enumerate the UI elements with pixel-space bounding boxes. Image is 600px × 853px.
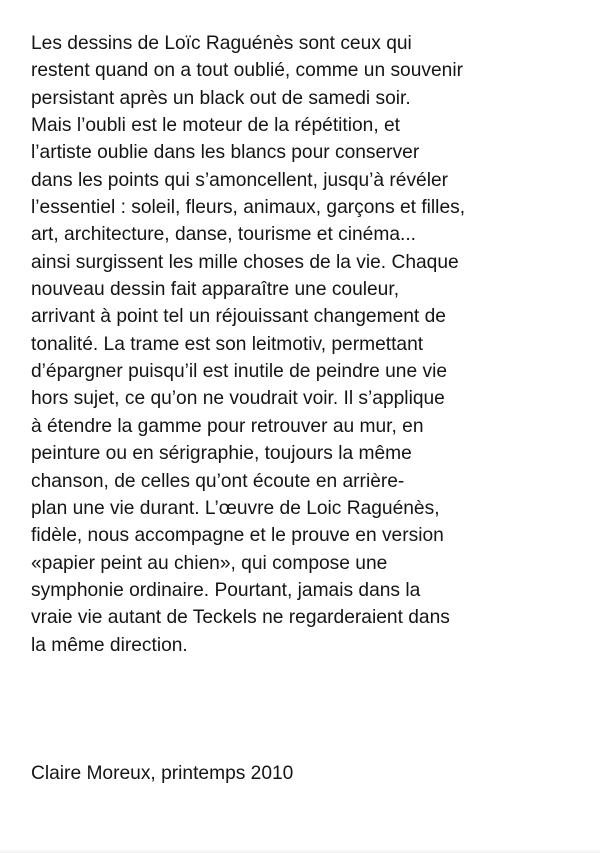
text-line: art, architecture, danse, tourisme et cinéma... [31,224,416,246]
text-line: restent quand on a tout oublié, comme un souvenir [31,60,463,82]
text-line: vraie vie autant de Teckels ne regarderaient dans [31,607,450,629]
text-line: ainsi surgissent les mille choses de la vie. Chaque [31,251,459,273]
text-line: nouveau dessin fait apparaître une couleur, [31,279,400,301]
text-line: Mais l’oubli est le moteur de la répétition, et [31,115,401,137]
text-line: plan une vie durant. L’œuvre de Loic Raguénès, [31,497,440,519]
text-line: d’épargner puisqu’il est inutile de peindre une vie [31,361,448,383]
text-line: peinture ou en sérigraphie, toujours la même [31,443,412,465]
text-line: fidèle, nous accompagne et le prouve en version [31,525,444,547]
text-line: chanson, de celles qu’ont écoute en arrière- [31,470,405,492]
text-line: persistant après un black out de samedi soir. [31,87,411,109]
text-line: tonalité. La trame est son leitmotiv, permettant [31,333,424,355]
text-line: symphonie ordinaire. Pourtant, jamais dans la [31,579,421,601]
text-line: arrivant à point tel un réjouissant changement de [31,306,446,328]
text-line: «papier peint au chien», qui compose une [31,552,388,574]
text-line: Les dessins de Loïc Raguénès sont ceux qui [31,33,412,54]
essay-paragraph [31,30,591,659]
text-line: la même direction. [31,634,188,656]
text-line: l’essentiel : soleil, fleurs, animaux, garçons et filles, [31,197,466,219]
text-line: hors sujet, ce qu’on ne voudrait voir. Il s’applique [31,388,445,410]
page-bottom-edge [0,849,600,853]
author-signature: Claire Moreux, printemps 2010 [31,763,294,784]
text-line: dans les points qui s’amoncellent, jusqu’à révéler [31,169,449,191]
text-line: l’artiste oublie dans les blancs pour conserver [31,142,420,164]
text-line: à étendre la gamme pour retrouver au mur, en [31,415,424,437]
